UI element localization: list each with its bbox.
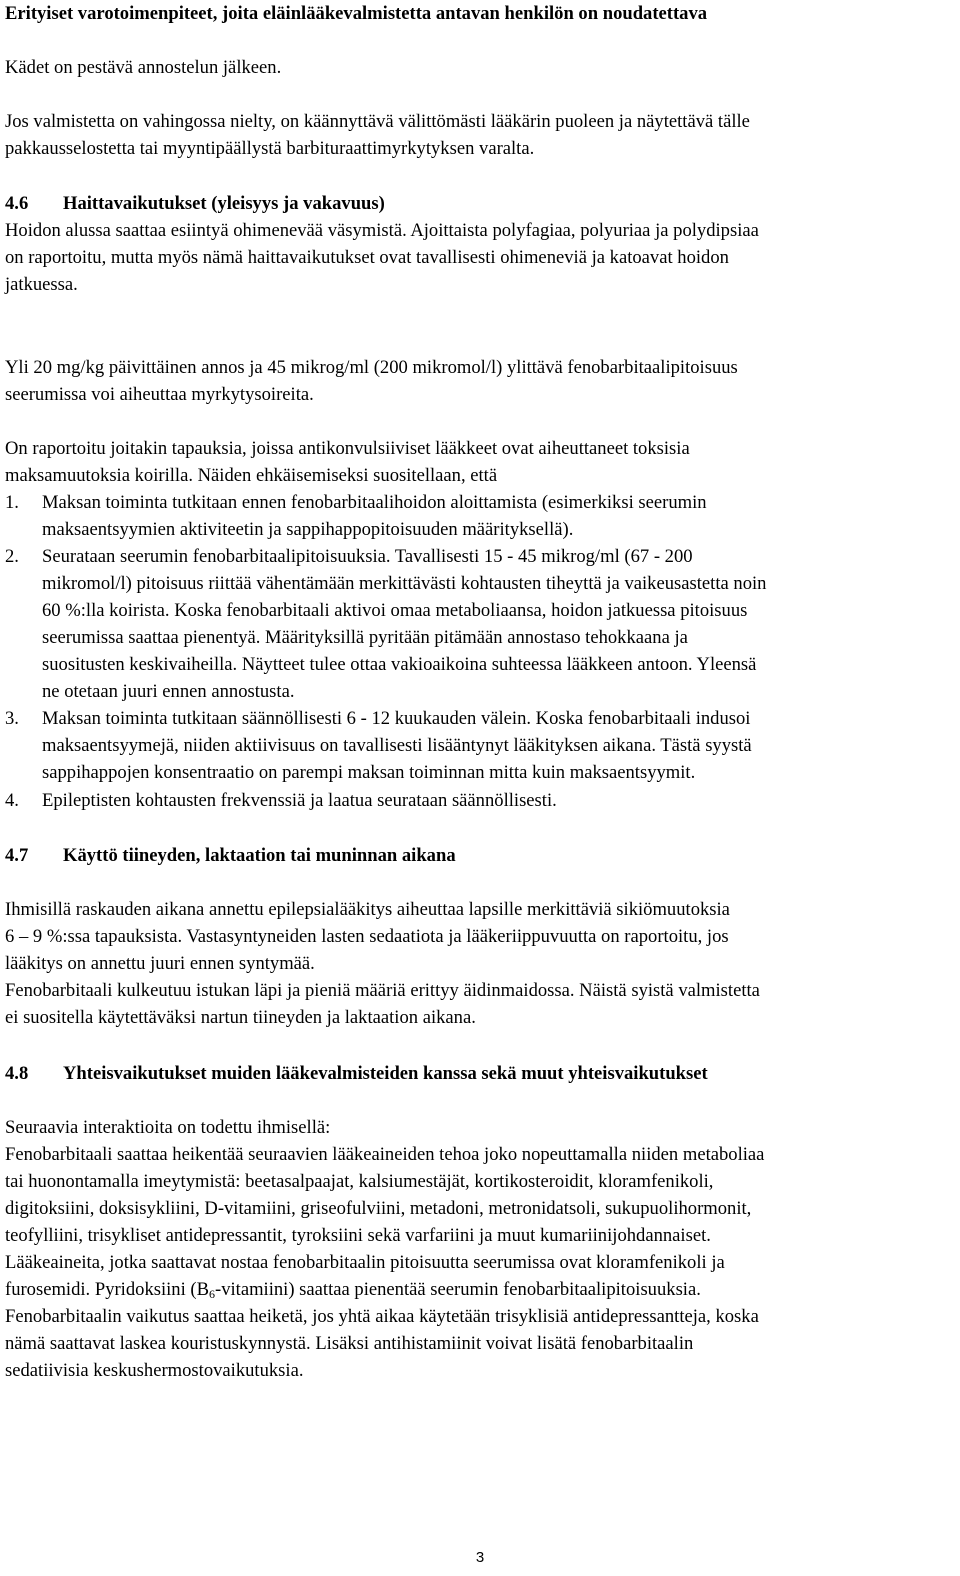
- text-line: digitoksiini, doksisykliini, D-vitamiini, griseofulviini, metadoni, metronidatsoli, sukupuolihormonit,: [5, 1198, 752, 1219]
- precautions-paragraph-1: [5, 54, 955, 81]
- section-number: 4.7: [5, 845, 29, 866]
- section-4-6-heading: [5, 190, 955, 217]
- text-line: nämä saattavat laskea kouristuskynnystä. Lisäksi antihistamiinit voivat lisätä fenobarbitaalin: [5, 1333, 694, 1354]
- text-line-with-subscript: [5, 1276, 955, 1303]
- text-line: Maksan toiminta tutkitaan ennen fenobarbitaalihoidon aloittamista (esimerkiksi seerumin: [42, 492, 707, 513]
- text-line: Fenobarbitaalin vaikutus saattaa heiketä, jos yhtä aikaa käytetään trisyklisiä antidepressantteja, koska: [5, 1306, 759, 1327]
- text-line: Fenobarbitaali kulkeutuu istukan läpi ja pieniä määriä erittyy äidinmaidossa. Näistä syistä valmistetta: [5, 980, 760, 1001]
- text-line: ei suositella käytettäväksi nartun tiineyden ja laktaation aikana.: [5, 1007, 476, 1028]
- text-line: On raportoitu joitakin tapauksia, joissa antikonvulsiiviset lääkkeet ovat aiheuttaneet toksisia: [5, 438, 690, 459]
- section-4-7-body: [5, 896, 955, 1031]
- text-line: Maksan toiminta tutkitaan säännöllisesti 6 - 12 kuukauden välein. Koska fenobarbitaali indusoi: [42, 708, 751, 729]
- section-title: Käyttö tiineyden, laktaation tai muninnan aikana: [63, 845, 456, 866]
- text-line: seerumissa voi aiheuttaa myrkytysoireita.: [5, 384, 314, 405]
- list-number: 4.: [5, 790, 19, 811]
- text-line: maksaentsyymejä, niiden aktiivisuus on tavallisesti lisääntynyt lääkityksen aikana. Tästä syystä: [42, 735, 752, 756]
- text-line: jatkuessa.: [5, 274, 78, 295]
- section-title: Yhteisvaikutukset muiden lääkevalmisteiden kanssa sekä muut yhteisvaikutukset: [63, 1063, 708, 1084]
- text-line: Lääkeaineita, jotka saattavat nostaa fenobarbitaalin pitoisuutta seerumissa ovat kloramfenikoli ja: [5, 1252, 725, 1273]
- text-line: suositusten keskivaiheilla. Näytteet tulee ottaa vakioaikoina suhteessa lääkkeen antoon. Yleensä: [42, 654, 757, 675]
- page-number: 3: [475, 1549, 485, 1566]
- text-line: on raportoitu, mutta myös nämä haittavaikutukset ovat tavallisesti ohimeneviä ja katoavat hoidon: [5, 247, 729, 268]
- precautions-paragraph-2: [5, 108, 955, 162]
- section-4-7-heading: [5, 842, 955, 869]
- text-fragment: furosemidi. Pyridoksiini (B: [5, 1279, 210, 1300]
- list-number: 3.: [5, 708, 19, 729]
- text-line: maksamuutoksia koirilla. Näiden ehkäisemiseksi suositellaan, että: [5, 465, 498, 486]
- section-4-8-body: [5, 1114, 955, 1384]
- subscript: 6: [209, 1287, 216, 1301]
- text-line: Seuraavia interaktioita on todettu ihmisellä:: [5, 1117, 331, 1138]
- section-4-6-paragraph-3: [5, 435, 955, 489]
- text-line: Seurataan seerumin fenobarbitaalipitoisuuksia. Tavallisesti 15 - 45 mikrog/ml (67 - 200: [42, 546, 693, 567]
- section-number: 4.6: [5, 193, 29, 214]
- text-line: Yli 20 mg/kg päivittäinen annos ja 45 mikrog/ml (200 mikromol/l) ylittävä fenobarbitaalipitoisuus: [5, 357, 738, 378]
- text-line: Kädet on pestävä annostelun jälkeen.: [5, 57, 282, 78]
- text-line: Ihmisillä raskauden aikana annettu epilepsialääkitys aiheuttaa lapsille merkittäviä sikiömuutoksia: [5, 899, 730, 920]
- text-line: maksaentsyymien aktiviteetin ja sappihappopitoisuuden määrityksellä).: [42, 519, 574, 540]
- text-line: ne otetaan juuri ennen annostusta.: [42, 681, 295, 702]
- text-line: 6 – 9 %:ssa tapauksista. Vastasyntyneiden lasten sedaatiota ja lääkeriippuvuutta on raportoitu, jos: [5, 926, 729, 947]
- section-4-8-heading: [5, 1060, 955, 1087]
- precautions-heading-text: Erityiset varotoimenpiteet, joita eläinlääkevalmistetta antavan henkilön on noudatettava: [5, 3, 708, 24]
- text-fragment: -vitamiini) saattaa pienentää seerumin fenobarbitaalipitoisuuksia.: [215, 1279, 701, 1300]
- text-line: Fenobarbitaali saattaa heikentää seuraavien lääkeaineiden tehoa joko nopeuttamalla niiden metaboliaa: [5, 1144, 765, 1165]
- section-4-6-paragraph-1: [5, 217, 955, 298]
- text-line: seerumissa saattaa pienentyä. Määrityksillä pyritään pitämään annostaso tehokkaana ja: [42, 627, 688, 648]
- text-line: sappihappojen konsentraatio on parempi maksan toiminnan mitta kuin maksaentsyymit.: [42, 762, 696, 783]
- text-line: sedatiivisia keskushermostovaikutuksia.: [5, 1360, 304, 1381]
- text-line: teofylliini, trisykliset antidepressantit, tyroksiini sekä varfariini ja muut kumariinijohdannaiset.: [5, 1225, 711, 1246]
- section-4-6-paragraph-2: [5, 354, 955, 408]
- text-line: Jos valmistetta on vahingossa nielty, on käännyttävä välittömästi lääkärin puoleen ja näytettävä tälle: [5, 111, 750, 132]
- text-line: lääkitys on annettu juuri ennen syntymää.: [5, 953, 315, 974]
- text-line: 60 %:lla koirista. Koska fenobarbitaali aktivoi omaa metaboliaansa, hoidon jatkuessa pitoisuus: [42, 600, 748, 621]
- section-title: Haittavaikutukset (yleisyys ja vakavuus): [63, 193, 385, 214]
- section-number: 4.8: [5, 1063, 29, 1084]
- text-line: Epileptisten kohtausten frekvenssiä ja laatua seurataan säännöllisesti.: [42, 790, 557, 811]
- list-number: 2.: [5, 546, 19, 567]
- precautions-heading: [5, 0, 955, 27]
- text-line: tai huonontamalla imeytymistä: beetasalpaajat, kalsiumestäjät, kortikosteroidit, kloramfenikoli,: [5, 1171, 714, 1192]
- list-number: 1.: [5, 492, 19, 513]
- text-line: Hoidon alussa saattaa esiintyä ohimenevää väsymistä. Ajoittaista polyfagiaa, polyuriaa ja polydipsiaa: [5, 220, 759, 241]
- text-line: mikromol/l) pitoisuus riittää vähentämään merkittävästi kohtausten tiheyttä ja vaikeusastetta noin: [42, 573, 767, 594]
- text-line: pakkausselostetta tai myyntipäällystä barbituraattimyrkytyksen varalta.: [5, 138, 535, 159]
